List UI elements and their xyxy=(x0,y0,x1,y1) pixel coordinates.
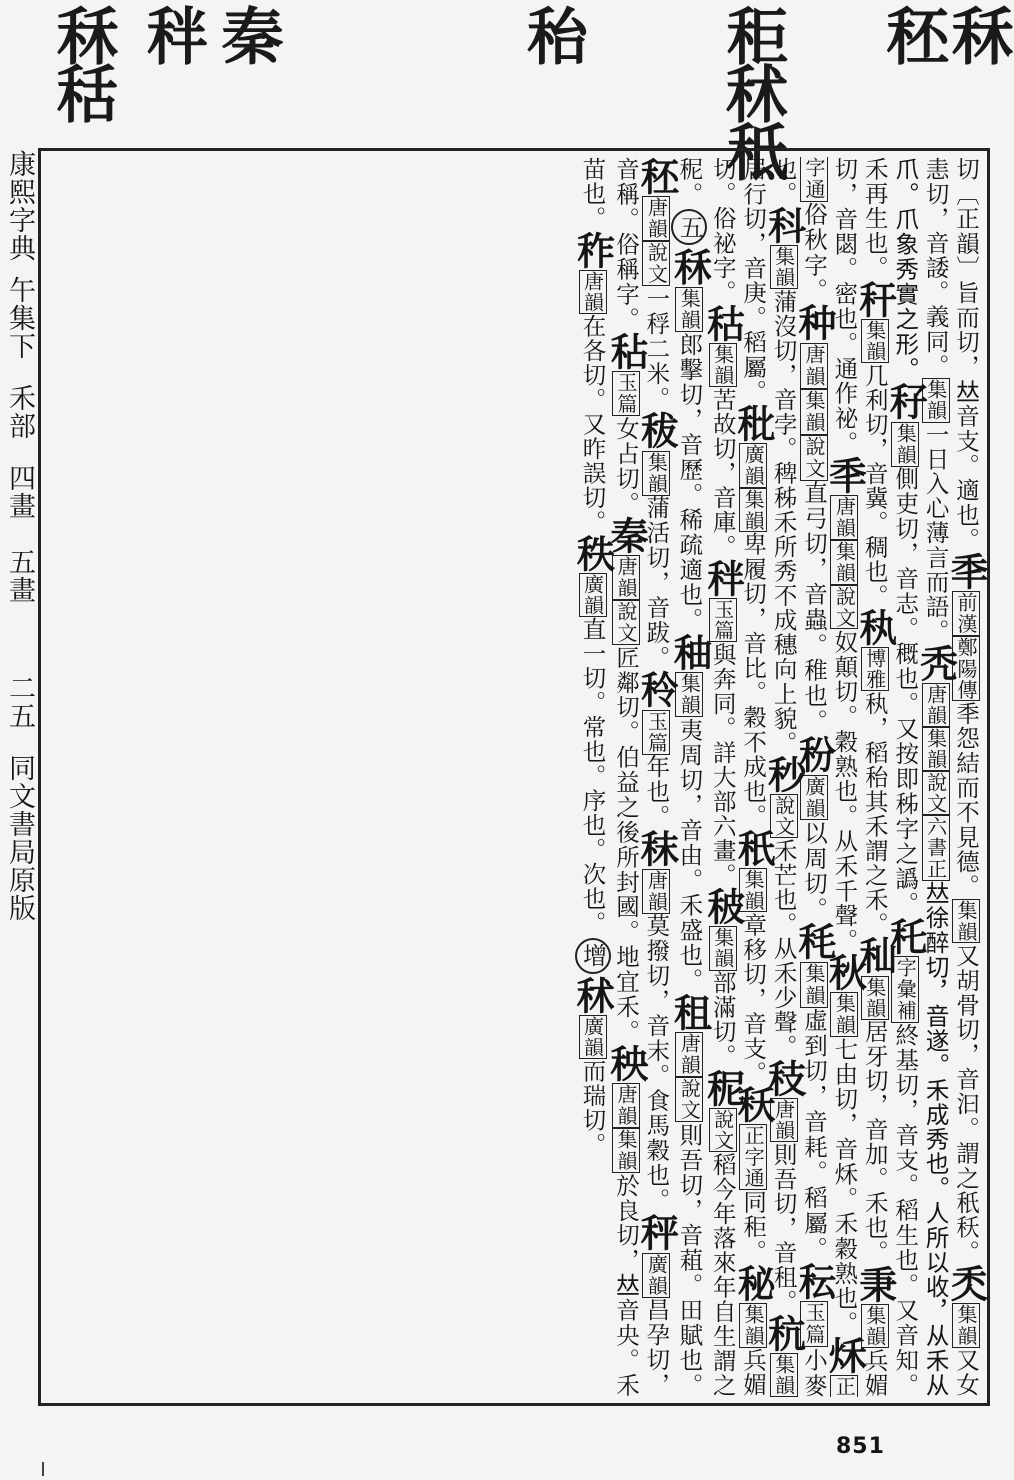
entry-definition: 七由切，音秌。禾穀熟也。 xyxy=(830,1037,859,1336)
entry-definition: 蒲活切，音跋。 xyxy=(642,495,671,671)
source-citation-box: 廣韻 xyxy=(801,775,826,820)
entry-definition: 切〔正韻〕旨而切，𠀤音支。適也。 xyxy=(952,157,980,553)
entry-headword: 租 xyxy=(667,992,713,1033)
source-citation-box: 集韻 xyxy=(710,927,735,970)
source-citation-box: 玉篇 xyxy=(613,372,638,415)
entry-definition: 苦故切，音庫。 xyxy=(708,387,737,559)
dictionary-page xyxy=(38,148,990,1406)
entry-headword: 秒 xyxy=(761,755,807,795)
source-citation-box: 說文 xyxy=(710,1108,735,1151)
source-citation-box: 集韻 xyxy=(677,288,702,332)
page-number: 851 xyxy=(836,1434,885,1459)
source-citation-box: 說文 xyxy=(644,242,669,286)
entry-headword: 秗 xyxy=(731,1085,777,1125)
entry-headword: 秢 xyxy=(634,670,680,710)
source-citation-box: 集韻 xyxy=(741,1304,766,1347)
entry-headword: 秝 xyxy=(667,247,713,288)
dictionary-entry xyxy=(570,975,616,1157)
source-citation-box: 集韻 xyxy=(771,246,796,289)
entry-headword: 秎 xyxy=(791,734,837,775)
source-citation-box: 集韻 xyxy=(710,344,735,387)
entry-headword: 秛 xyxy=(700,887,746,927)
source-citation-box: 唐韻 xyxy=(613,1084,638,1128)
entry-headword: 秄 xyxy=(883,382,929,422)
dictionary-entry xyxy=(675,207,703,247)
dictionary-entry xyxy=(570,534,616,936)
source-citation-box: 字彙補 xyxy=(893,957,918,1022)
dictionary-entry xyxy=(634,829,680,1214)
source-citation-box: 正字通 xyxy=(801,157,857,1398)
source-citation-box: 正字通 xyxy=(741,1125,766,1190)
seal-glyph: 秮 xyxy=(516,4,589,62)
entry-headword: 种 xyxy=(791,303,837,344)
dictionary-entry xyxy=(952,899,980,1264)
source-citation-box: 集韻 xyxy=(862,319,887,362)
dictionary-entry xyxy=(634,670,680,830)
entry-definition: 則吾切，音蒩。田賦也。 xyxy=(675,1122,704,1398)
source-citation-box: 六書正 xyxy=(923,816,948,880)
dictionary-entry xyxy=(667,632,713,993)
entry-definition: 直弓切，音蟲。稚也。 xyxy=(799,480,828,735)
entry-headword: 秃 xyxy=(913,643,959,683)
entry-headword: 秊 xyxy=(822,455,868,496)
entry-headword: 秘 xyxy=(731,1264,777,1304)
stroke-count-badge: 五 xyxy=(671,209,707,245)
dictionary-entry xyxy=(761,206,807,756)
stroke-label: 四畫 五畫 xyxy=(4,464,35,604)
dictionary-entry xyxy=(731,1085,777,1265)
source-citation-box: 說文 xyxy=(801,435,826,480)
entry-definition: 以周切。 xyxy=(799,820,828,922)
entry-definition: 小麥也。 xyxy=(769,157,828,1398)
entry-definition: 稻今年落來年自生謂之秜。 xyxy=(675,157,737,1397)
source-citation-box: 博雅 xyxy=(862,648,887,691)
entry-headword: 秖 xyxy=(731,828,777,868)
entry-headword: 秜 xyxy=(700,1068,746,1108)
source-citation-box: 集韻 xyxy=(923,728,948,771)
source-citation-box: 唐韻 xyxy=(832,496,857,539)
source-citation-box: 廣韻 xyxy=(644,1253,669,1297)
seal-glyph: 秬秫秪 xyxy=(716,4,789,178)
entry-headword: 秓 xyxy=(761,1059,807,1099)
source-citation-box: 唐韻 xyxy=(801,344,826,389)
sheet-number: 二五 xyxy=(4,674,35,730)
source-citation-box: 唐韻 xyxy=(644,197,669,241)
entry-headword: 秤 xyxy=(634,1213,680,1253)
dictionary-entry xyxy=(667,992,713,1398)
entry-headword: 秂 xyxy=(944,1264,989,1304)
source-citation-box: 廣韻 xyxy=(580,1015,605,1058)
entry-headword: 秅 xyxy=(883,916,929,956)
dictionary-entry xyxy=(944,552,989,899)
source-citation-box: 說文 xyxy=(771,795,796,838)
entry-headword: 秧 xyxy=(603,1043,649,1084)
entry-headword: 秋 xyxy=(822,952,868,993)
entry-definition: 兵媚切。俗祕字。 xyxy=(708,157,768,1398)
margin-mark xyxy=(42,1462,44,1476)
dictionary-entry xyxy=(731,828,777,1086)
dictionary-entry xyxy=(579,936,607,976)
source-citation-box: 玉篇 xyxy=(644,710,669,754)
entry-definition: 夷周切，音由。禾盛也。 xyxy=(675,717,704,993)
entry-definition: 年也。 xyxy=(642,754,671,830)
entry-definition: 同秬。 xyxy=(739,1190,768,1265)
dictionary-entry xyxy=(822,455,868,953)
entry-headword: 秩 xyxy=(570,534,616,573)
source-citation-box: 唐韻 xyxy=(923,683,948,727)
entry-headword: 秚 xyxy=(700,559,746,599)
entry-headword: 秏 xyxy=(791,921,837,962)
source-citation-box: 玉篇 xyxy=(710,599,735,642)
entry-definition: 匠鄰切。伯益之後所封國。地宜禾。 xyxy=(611,644,640,1044)
entry-definition: 秊怨結而不見德。 xyxy=(952,701,980,899)
entry-definition: 昌孕切，音稱。俗稱字。 xyxy=(611,157,671,1398)
entry-definition: 章移切，音支。 xyxy=(739,912,768,1086)
source-citation-box: 唐韻 xyxy=(580,270,605,313)
source-citation-box: 集韻 xyxy=(613,1129,638,1172)
dictionary-entry xyxy=(952,157,980,552)
entry-headword: 秫 xyxy=(570,975,616,1015)
entry-headword: 秕 xyxy=(731,404,777,444)
entry-definition: 几利切，音冀。稠也。 xyxy=(860,362,889,609)
entry-definition: 俗秋字。 xyxy=(799,201,828,304)
source-citation-box: 廣韻 xyxy=(580,574,605,616)
entry-headword: 秆 xyxy=(852,279,898,319)
source-citation-box: 集韻 xyxy=(954,1304,978,1347)
entry-definition: 一日入心薄言而語。 xyxy=(921,422,950,644)
source-citation-box: 集韻 xyxy=(644,451,669,495)
entry-headword: 秐 xyxy=(791,1261,837,1302)
entry-headword: 秡 xyxy=(634,411,680,451)
entry-definition: 又女恚切，音諉。義同。 xyxy=(921,157,980,1398)
entry-definition: 在各切。又昨誤切。 xyxy=(578,313,607,534)
seal-glyph: 秠 xyxy=(876,4,949,62)
source-citation-box: 唐韻 xyxy=(644,869,669,913)
entry-definition: 卑履切，音比。穀不成也。 xyxy=(739,532,768,829)
entry-definition: 虛到切，音耗。稻屬。 xyxy=(799,1007,828,1262)
book-title: 康熙字典 xyxy=(4,150,35,262)
source-citation-box: 集韻 xyxy=(741,488,766,532)
entry-definition: 郎擊切，音歷。稀疏適也。 xyxy=(675,332,704,633)
entry-headword: 秔 xyxy=(761,1313,807,1353)
entry-definition: 而瑞切。 xyxy=(578,1058,607,1157)
stroke-count-badge: 增 xyxy=(575,938,611,974)
source-citation-box: 集韻 xyxy=(832,540,857,584)
entry-definition: 直一切。常也。序也。次也。 xyxy=(578,617,607,936)
dictionary-entry xyxy=(852,279,898,609)
entry-definition: 居行切，音庚。稻屬。 xyxy=(739,157,768,405)
source-citation-box: 集韻 xyxy=(893,422,918,466)
seal-glyph: 秚 xyxy=(136,4,209,62)
entry-headword: 秊 xyxy=(944,552,989,592)
entry-definition: 兵媚切，音閟。密也。通作祕。 xyxy=(830,157,889,1397)
dictionary-entry xyxy=(761,755,807,1060)
dictionary-entry xyxy=(603,331,649,516)
source-citation-box: 集韻 xyxy=(771,1353,796,1396)
dictionary-entry xyxy=(700,887,746,1069)
source-citation-box: 集韻 xyxy=(801,962,826,1007)
spine-margin xyxy=(0,150,38,1410)
entry-headword: 秇 xyxy=(852,608,898,648)
entry-definition: 終基切，音支。稻生也。又音知。禾再生也。 xyxy=(860,157,920,1397)
entry-headword: 秦 xyxy=(603,515,649,556)
radical-label: 禾部 xyxy=(4,384,35,440)
entry-headword: 秌 xyxy=(822,1335,868,1376)
source-citation-box: 說文 xyxy=(677,1078,702,1122)
dictionary-entry xyxy=(634,157,680,412)
entry-definition: 側吏切，音志。穊也。又按即秭字之譌。 xyxy=(891,466,920,917)
seal-glyph: 秦 xyxy=(211,4,284,62)
source-citation-box: 集韻 xyxy=(923,379,948,422)
source-citation-box: 唐韻 xyxy=(613,556,638,599)
source-citation-box: 集韻 xyxy=(832,993,857,1037)
entry-definition: 禾芒也。从禾少聲。 xyxy=(769,838,798,1060)
source-citation-box: 集韻 xyxy=(801,390,826,434)
entry-headword: 秈 xyxy=(852,936,898,976)
entry-definition: 一稃二米。 xyxy=(642,286,671,412)
source-citation-box: 唐韻 xyxy=(677,1033,702,1077)
entry-headword: 秨 xyxy=(570,230,616,270)
dictionary-entry xyxy=(570,230,616,535)
publisher-label: 同文書局原版 xyxy=(4,754,35,922)
entry-definition: 又胡骨切，音汩。謂之秖秗。 xyxy=(952,943,980,1265)
seal-script-header xyxy=(0,0,1014,178)
entry-headword: 秥 xyxy=(603,331,649,371)
source-citation-box: 說文 xyxy=(613,600,638,644)
dictionary-entry xyxy=(883,382,929,917)
entry-headword: 秙 xyxy=(700,304,746,344)
entry-definition: 莫撥切，音末。食馬穀也。 xyxy=(642,913,671,1214)
entry-definition: 部滿切。 xyxy=(708,970,737,1069)
entry-definition: 於良切，𠀤音央。禾苗也。 xyxy=(578,157,640,1397)
source-citation-box: 玉篇 xyxy=(801,1302,826,1347)
entry-definition: 居牙切，音加。禾也。 xyxy=(860,1019,889,1265)
entry-columns xyxy=(47,157,989,1398)
entry-definition: 𠀤徐醉切，音遂。禾成秀也。人所以收，从禾从爪。爪象秀實之形。 xyxy=(891,157,950,1398)
source-citation-box: 唐韻 xyxy=(771,1099,796,1142)
dictionary-entry xyxy=(852,608,898,937)
source-citation-box: 集韻 xyxy=(862,976,887,1019)
section-label: 午集下 xyxy=(4,276,35,360)
source-citation-box: 集韻 xyxy=(954,899,978,943)
source-citation-box: 集韻 xyxy=(677,673,702,717)
source-citation-box: 前漢 xyxy=(954,592,978,635)
entry-headword: 秞 xyxy=(667,632,713,673)
entry-headword: 秣 xyxy=(634,829,680,869)
dictionary-entry xyxy=(731,404,777,829)
entry-definition: 女占切。 xyxy=(611,415,640,516)
source-citation-box: 鄭陽傳 xyxy=(954,636,978,701)
source-citation-box: 集韻 xyxy=(862,1304,887,1347)
entry-definition: 與奔同。詳大部六畫。 xyxy=(708,642,737,888)
dictionary-entry xyxy=(667,247,713,633)
source-citation-box: 說文 xyxy=(923,772,948,815)
entry-definition: 秇，稻秮其禾謂之禾。 xyxy=(860,691,889,937)
source-citation-box: 廣韻 xyxy=(741,444,766,487)
dictionary-entry xyxy=(791,303,837,735)
seal-glyph: 秝秳 xyxy=(46,4,119,120)
seal-glyph: 秝 xyxy=(941,4,1014,62)
entry-definition: 奴顛切。穀熟也。从禾千聲。 xyxy=(830,629,859,953)
entry-headword: 秠 xyxy=(634,157,680,197)
dictionary-entry xyxy=(700,559,746,888)
source-citation-box: 集韻 xyxy=(741,868,766,912)
dictionary-entry xyxy=(603,515,649,1044)
entry-definition: 則吾切，音租。 xyxy=(769,1142,798,1314)
entry-headword: 秉 xyxy=(852,1264,898,1304)
source-citation-box: 說文 xyxy=(832,585,857,629)
dictionary-entry xyxy=(700,304,746,559)
entry-headword: 科 xyxy=(761,206,807,246)
entry-definition: 蒲沒切，音孛。稗秭禾所秀不成穗向上貌。 xyxy=(769,289,798,756)
